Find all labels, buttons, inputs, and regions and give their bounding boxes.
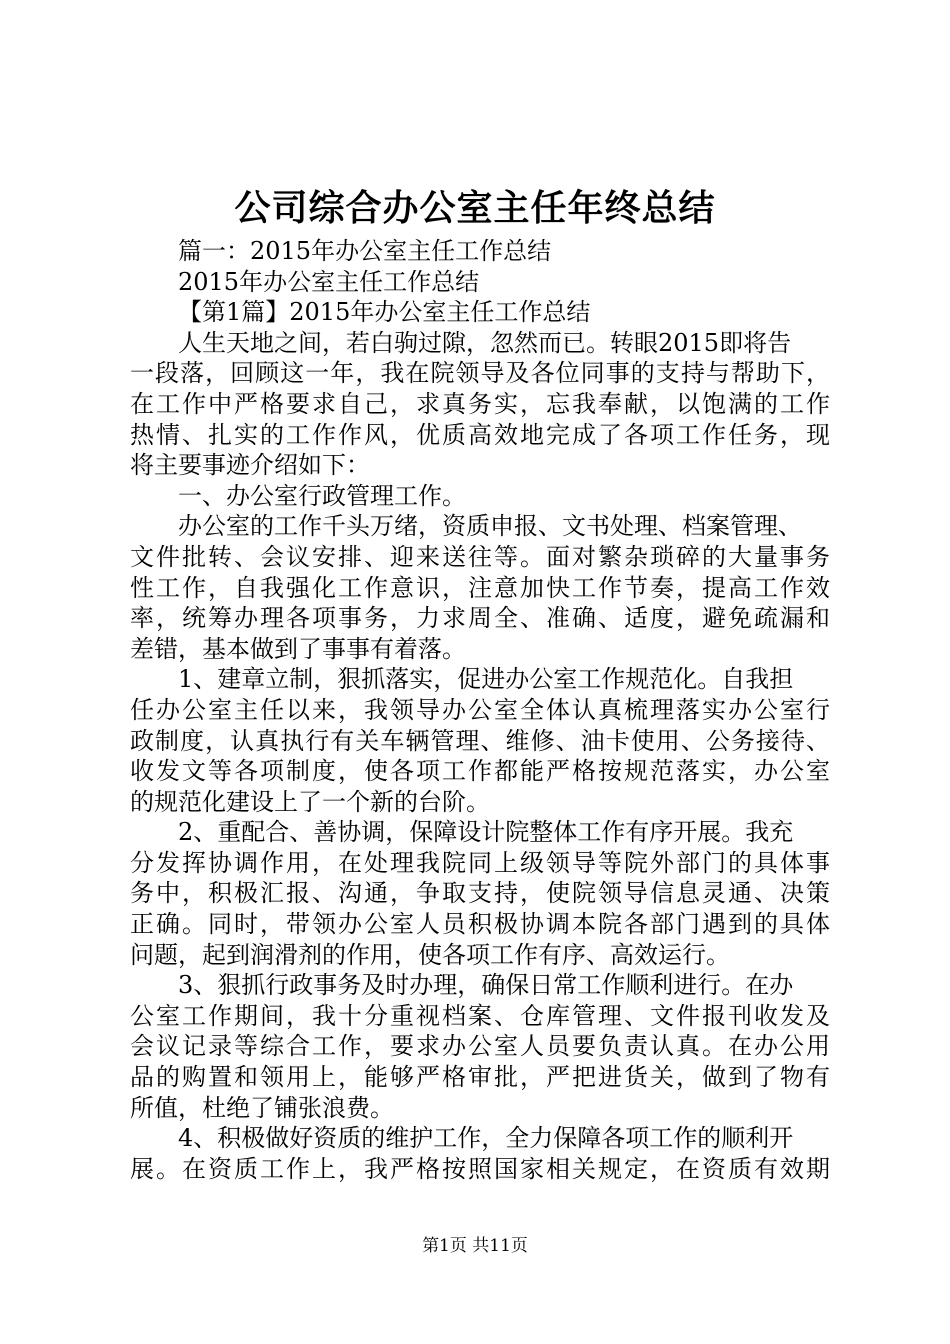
body-line: 率，统筹办理各项事务，力求周全、准确、适度，避免疏漏和: [130, 604, 830, 633]
body-line: 将主要事迹介绍如下：: [130, 451, 370, 480]
body-line: 政制度，认真执行有关车辆管理、维修、油卡使用、公务接待、: [130, 726, 830, 755]
body-line: 3、狠抓行政事务及时办理，确保日常工作顺利进行。在办: [178, 971, 794, 1000]
body-line: 公室工作期间，我十分重视档案、仓库管理、文件报刊收发及: [130, 1001, 830, 1030]
body-line: 1、建章立制，狠抓落实，促进办公室工作规范化。自我担: [178, 665, 794, 694]
body-line: 文件批转、会议安排、迎来送往等。面对繁杂琐碎的大量事务: [130, 542, 830, 571]
body-line: 品的购置和领用上，能够严格审批，严把进货关，做到了物有: [130, 1063, 830, 1092]
body-line: 一段落，回顾这一年，我在院领导及各位同事的支持与帮助下，: [130, 359, 830, 388]
body-line: 所值，杜绝了铺张浪费。: [130, 1093, 394, 1122]
body-line: 性工作，自我强化工作意识，注意加快工作节奏，提高工作效: [130, 573, 830, 602]
body-line: 展。在资质工作上，我严格按照国家相关规定，在资质有效期: [130, 1154, 830, 1183]
document-body: [130, 236, 830, 1184]
body-line: 4、积极做好资质的维护工作，全力保障各项工作的顺利开: [178, 1124, 794, 1153]
body-line: 2015年办公室主任工作总结: [178, 267, 480, 296]
body-line: 篇一：2015年办公室主任工作总结: [178, 237, 552, 265]
body-line: 务中，积极汇报、沟通，争取支持，使院领导信息灵通、决策: [130, 879, 830, 908]
body-line: 在工作中严格要求自己，求真务实，忘我奉献，以饱满的工作: [130, 389, 830, 418]
body-line: 差错，基本做到了事事有着落。: [130, 634, 466, 663]
body-line: 任办公室主任以来，我领导办公室全体认真梳理落实办公室行: [130, 695, 830, 724]
body-line: 一、办公室行政管理工作。: [178, 481, 466, 510]
body-line: 办公室的工作千头万绪，资质申报、文书处理、档案管理、: [178, 512, 802, 541]
body-line: 的规范化建设上了一个新的台阶。: [130, 787, 490, 816]
body-line: 正确。同时，带领办公室人员积极协调本院各部门遇到的具体: [130, 910, 830, 939]
body-line: 收发文等各项制度，使各项工作都能严格按规范落实，办公室: [130, 757, 830, 786]
body-line: 会议记录等综合工作，要求办公室人员要负责认真。在办公用: [130, 1032, 830, 1061]
body-line: 热情、扎实的工作作风，优质高效地完成了各项工作任务，现: [130, 420, 830, 449]
body-line: 2、重配合、善协调，保障设计院整体工作有序开展。我充: [178, 818, 794, 847]
page-footer: 第1页 共11页: [422, 1236, 528, 1256]
body-line: 人生天地之间，若白驹过隙，忽然而已。转眼2015即将告: [178, 328, 792, 357]
body-line: 问题，起到润滑剂的作用，使各项工作有序、高效运行。: [130, 940, 730, 969]
body-line: 【第1篇】2015年办公室主任工作总结: [178, 298, 591, 327]
body-line: 分发挥协调作用，在处理我院同上级领导等院外部门的具体事: [130, 848, 830, 877]
document-title: 公司综合办公室主任年终总结: [234, 187, 716, 229]
